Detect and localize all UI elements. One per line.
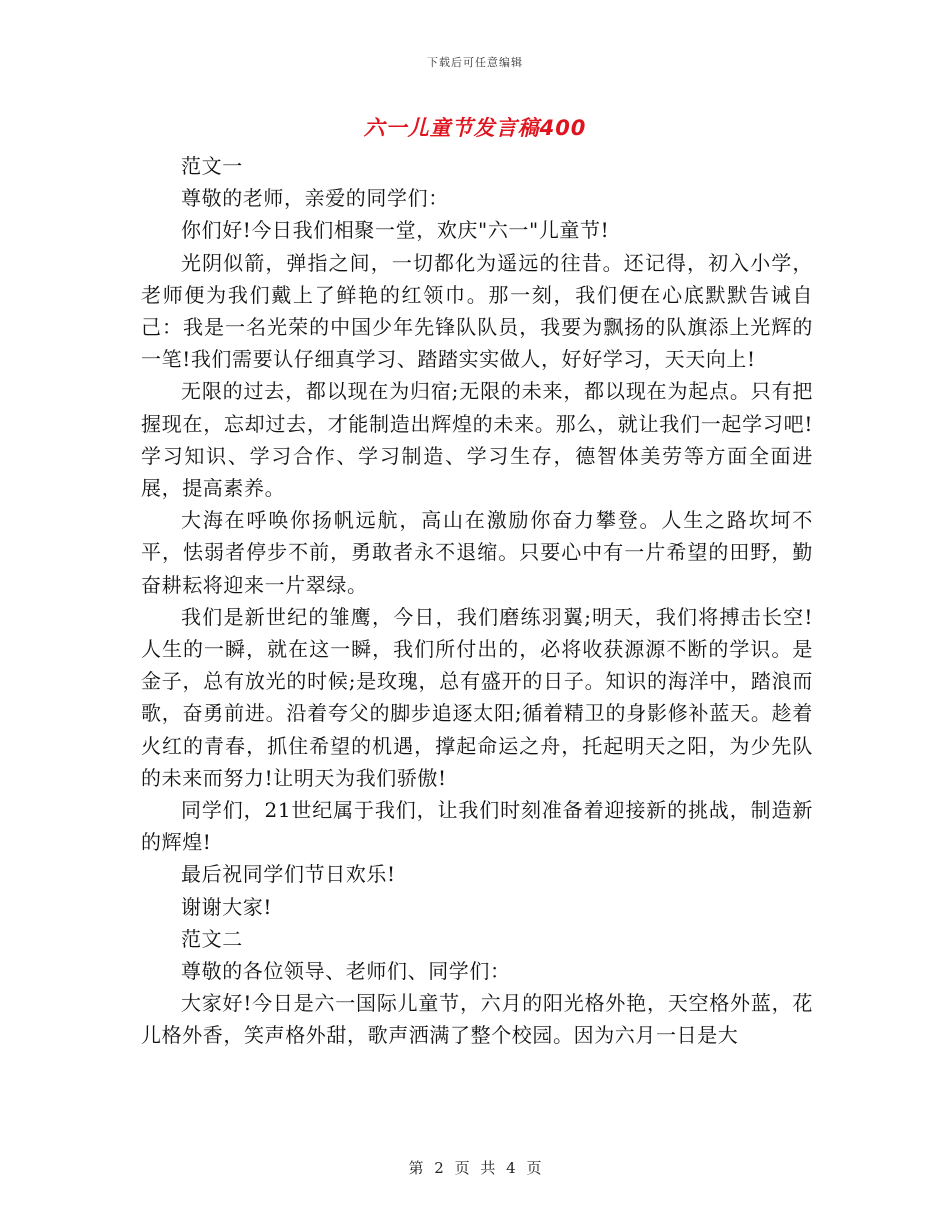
page-number-footer: 第 2 页 共 4 页	[408, 1159, 542, 1177]
paragraph: 谢谢大家!	[181, 894, 273, 919]
paragraph: 你们好!今日我们相聚一堂，欢庆"六一"儿童节!	[181, 218, 610, 243]
paragraph: 最后祝同学们节日欢乐!	[181, 862, 396, 887]
paragraph: 范文一	[181, 154, 243, 178]
paragraph: 无限的过去，都以现在为归宿;无限的未来，都以现在为起点。只有把握现在，忘却过去，才能制造出辉煌的未来。那么，就让我们一起学习吧!学习知识、学习合作、学习制造、学习生存，德智体美劳等方面全面进展，提高素养。	[141, 379, 813, 501]
header-note: 下载后可任意编辑	[427, 56, 523, 69]
paragraph: 我们是新世纪的雏鹰，今日，我们磨练羽翼;明天，我们将搏击长空!人生的一瞬，就在这一瞬，我们所付出的，必将收获源源不断的学识。是金子，总有放光的时候;是玫瑰，总有盛开的日子。知识的海洋中，踏浪而歌，奋勇前进。沿着夸父的脚步追逐太阳;循着精卫的身影修补蓝天。趁着火红的青春，抓住希望的机遇，撑起命运之舟，托起明天之阳，为少先队的未来而努力!让明天为我们骄傲!	[141, 604, 813, 790]
paragraph: 光阴似箭，弹指之间，一切都化为遥远的往昔。还记得，初入小学，老师便为我们戴上了鲜艳的红领巾。那一刻，我们便在心底默默告诫自己：我是一名光荣的中国少年先锋队队员，我要为飘扬的队旗添上光辉的一笔!我们需要认仔细真学习、踏踏实实做人，好好学习，天天向上!	[141, 250, 813, 372]
paragraph: 大海在呼唤你扬帆远航，高山在激励你奋力攀登。人生之路坎坷不平，怯弱者停步不前，勇敢者永不退缩。只要心中有一片希望的田野，勤奋耕耘将迎来一片翠绿。	[141, 508, 813, 597]
paragraph: 同学们，21世纪属于我们，让我们时刻准备着迎接新的挑战，制造新的辉煌!	[141, 798, 813, 855]
document-body	[141, 150, 813, 1052]
paragraph: 尊敬的各位领导、老师们、同学们：	[181, 959, 511, 984]
paragraph: 范文二	[181, 926, 243, 951]
paragraph: 尊敬的老师，亲爱的同学们：	[181, 186, 449, 211]
document-title: 六一儿童节发言稿400	[363, 116, 587, 140]
paragraph: 大家好!今日是六一国际儿童节，六月的阳光格外艳，天空格外蓝，花儿格外香，笑声格外甜，歌声洒满了整个校园。因为六月一日是大	[141, 991, 813, 1048]
